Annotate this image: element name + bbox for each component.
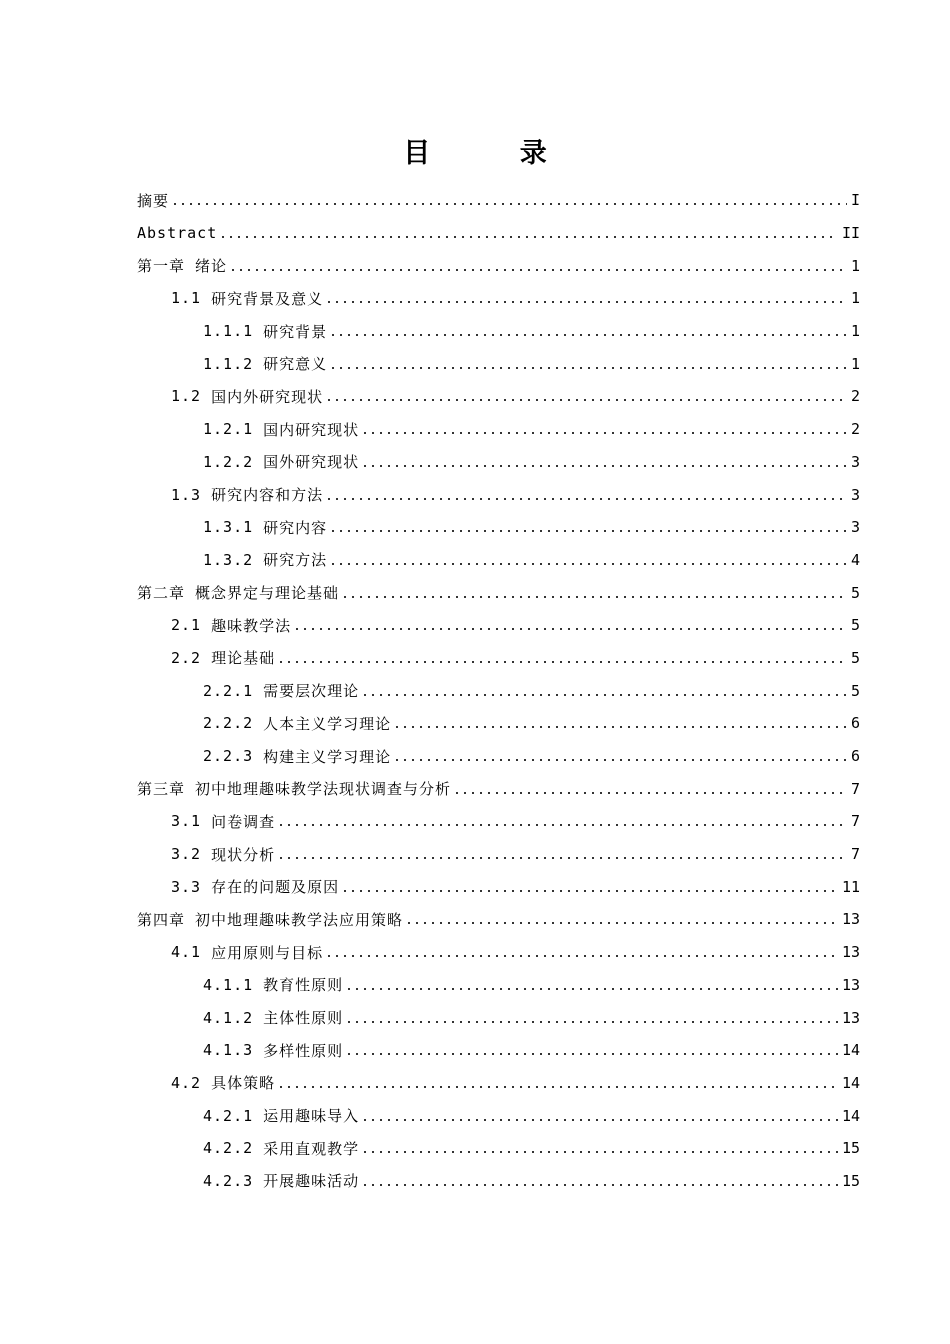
toc-entry[interactable] [137, 1001, 860, 1034]
toc-page-number: 14 [841, 1106, 860, 1125]
toc-entry-title: 需要层次理论 [263, 682, 360, 701]
toc-page-number: 7 [850, 779, 860, 798]
toc-entry-number: 1.3 [171, 485, 202, 504]
toc-dot-leader [453, 792, 847, 794]
toc-dot-leader [325, 399, 847, 401]
toc-entry[interactable] [137, 380, 860, 413]
toc-entry-number: 1.3.2 [203, 550, 254, 569]
toc-entry-number: 第一章 [137, 257, 186, 276]
toc-dot-leader [361, 432, 847, 434]
toc-dot-leader [361, 1151, 838, 1153]
toc-page-number: 4 [850, 550, 860, 569]
toc-entry[interactable] [137, 217, 860, 250]
toc-entry-title: 国内研究现状 [263, 420, 360, 439]
toc-entry-number: 4.2.3 [203, 1171, 254, 1190]
toc-entry-title: 绪论 [195, 257, 228, 276]
toc-entry[interactable] [137, 544, 860, 577]
toc-entry[interactable] [137, 576, 860, 609]
toc-dot-leader [325, 498, 847, 500]
toc-page-number: 2 [850, 420, 860, 439]
toc-page-number: 13 [841, 975, 860, 994]
toc-entry[interactable] [137, 315, 860, 348]
toc-dot-leader [329, 530, 847, 532]
toc-dot-leader [277, 857, 847, 859]
toc-dot-leader [325, 955, 838, 957]
toc-entry[interactable] [137, 511, 860, 544]
toc-entry-title: 现状分析 [211, 845, 276, 864]
toc-entry[interactable] [137, 772, 860, 805]
toc-page-number: 13 [841, 910, 860, 929]
toc-entry-number: 3.2 [171, 845, 202, 864]
toc-entry-number: 第三章 [137, 780, 186, 799]
toc-entry-number: 4.1.1 [203, 975, 254, 994]
toc-entry[interactable] [137, 1132, 860, 1165]
toc-page-number: 15 [841, 1139, 860, 1158]
toc-page-number: 6 [850, 714, 860, 733]
toc-entry-title: 国外研究现状 [263, 453, 360, 472]
toc-entry-number: 1.1.2 [203, 354, 254, 373]
toc-page-number: 14 [841, 1041, 860, 1060]
toc-dot-leader [341, 890, 838, 892]
toc-entry[interactable] [137, 903, 860, 936]
toc-dot-leader [361, 694, 847, 696]
toc-dot-leader [361, 1119, 838, 1121]
toc-entry-title: 国内外研究现状 [211, 387, 324, 406]
toc-entry-number: 第四章 [137, 910, 186, 929]
toc-page-number: 2 [850, 387, 860, 406]
toc-page-number: 3 [850, 518, 860, 537]
toc-entry-title: 摘要 [137, 191, 170, 210]
toc-entry-title: 主体性原则 [263, 1009, 344, 1028]
toc-entry-number: 1.2.2 [203, 452, 254, 471]
toc-dot-leader [277, 661, 847, 663]
toc-dot-leader [361, 1184, 838, 1186]
toc-entry[interactable] [137, 1034, 860, 1067]
toc-dot-leader [361, 465, 847, 467]
toc-entry-number: 2.1 [171, 616, 202, 635]
toc-entry[interactable] [137, 1067, 860, 1100]
toc-entry-title: 趣味教学法 [211, 616, 292, 635]
toc-entry-number: 2.2 [171, 648, 202, 667]
toc-entry-title: 问卷调查 [211, 812, 276, 831]
toc-entry-title: 研究意义 [263, 355, 328, 374]
toc-entry-title: 具体策略 [211, 1074, 276, 1093]
toc-page-number: 5 [850, 681, 860, 700]
toc-entry-title: 构建主义学习理论 [263, 747, 392, 766]
toc-dot-leader [329, 334, 847, 336]
toc-entry-number: 4.1 [171, 943, 202, 962]
toc-page-number: 11 [841, 877, 860, 896]
toc-dot-leader [277, 1086, 838, 1088]
toc-entry[interactable] [137, 642, 860, 675]
toc-entry-number: 1.2.1 [203, 420, 254, 439]
toc-page-number: 15 [841, 1171, 860, 1190]
toc-entry-title: Abstract [137, 224, 218, 243]
toc-dot-leader [405, 922, 838, 924]
toc-page-number: 1 [850, 289, 860, 308]
toc-entry-title: 初中地理趣味教学法现状调查与分析 [195, 780, 452, 799]
toc-entry-title: 概念界定与理论基础 [195, 584, 340, 603]
toc-dot-leader [277, 824, 847, 826]
toc-entry[interactable] [137, 184, 860, 217]
toc-page-number: 5 [850, 616, 860, 635]
toc-entry-number: 1.3.1 [203, 518, 254, 537]
toc-entry[interactable] [137, 870, 860, 903]
toc-entry[interactable] [137, 838, 860, 871]
toc-entry[interactable] [137, 413, 860, 446]
toc-dot-leader [345, 1053, 838, 1055]
toc-entry-number: 4.1.3 [203, 1041, 254, 1060]
toc-entry-number: 1.2 [171, 387, 202, 406]
toc-entry-number: 4.2.1 [203, 1106, 254, 1125]
toc-entry[interactable] [137, 478, 860, 511]
toc-entry[interactable] [137, 249, 860, 282]
toc-entry-number: 第二章 [137, 584, 186, 603]
toc-entry[interactable] [137, 282, 860, 315]
toc-entry-number: 3.1 [171, 812, 202, 831]
toc-entry-title: 研究内容 [263, 518, 328, 537]
toc-dot-leader [341, 596, 847, 598]
toc-entry-title: 人本主义学习理论 [263, 714, 392, 733]
toc-dot-leader [329, 367, 847, 369]
toc-entry-number: 1.1 [171, 289, 202, 308]
toc-page-number: 3 [850, 452, 860, 471]
toc-entry-title: 研究内容和方法 [211, 486, 324, 505]
toc-dot-leader [345, 988, 838, 990]
toc-page-number: 13 [841, 1008, 860, 1027]
toc-page-number: 5 [850, 583, 860, 602]
toc-entry-title: 教育性原则 [263, 976, 344, 995]
toc-entry[interactable] [137, 347, 860, 380]
toc-page-number: I [850, 191, 860, 210]
toc-page-number: 1 [850, 354, 860, 373]
toc-entry[interactable] [137, 707, 860, 740]
toc-dot-leader [345, 1021, 838, 1023]
toc-page-number: 7 [850, 812, 860, 831]
toc-entry-title: 开展趣味活动 [263, 1172, 360, 1191]
toc-entry-number: 2.2.1 [203, 681, 254, 700]
toc-entry-number: 1.1.1 [203, 322, 254, 341]
toc-entry-number: 2.2.2 [203, 714, 254, 733]
toc-entry[interactable] [137, 1165, 860, 1198]
table-of-contents [137, 184, 860, 1197]
toc-entry[interactable] [137, 969, 860, 1002]
toc-entry[interactable] [137, 609, 860, 642]
toc-page-number: 7 [850, 845, 860, 864]
toc-page-number: 1 [850, 322, 860, 341]
toc-page-number: II [841, 224, 860, 243]
toc-page-number: 6 [850, 747, 860, 766]
toc-entry-number: 2.2.3 [203, 747, 254, 766]
toc-entry-title: 理论基础 [211, 649, 276, 668]
toc-entry-title: 采用直观教学 [263, 1139, 360, 1158]
toc-entry-title: 存在的问题及原因 [211, 878, 340, 897]
toc-entry[interactable] [137, 805, 860, 838]
toc-page-number: 14 [841, 1073, 860, 1092]
toc-entry[interactable] [137, 674, 860, 707]
toc-entry-number: 4.1.2 [203, 1008, 254, 1027]
toc-entry[interactable] [137, 1099, 860, 1132]
toc-entry[interactable] [137, 936, 860, 969]
toc-entry-title: 研究背景 [263, 322, 328, 341]
toc-dot-leader [229, 269, 847, 271]
toc-entry-number: 4.2.2 [203, 1139, 254, 1158]
toc-dot-leader [219, 236, 838, 238]
toc-entry-title: 运用趣味导入 [263, 1107, 360, 1126]
toc-entry[interactable] [137, 740, 860, 773]
toc-dot-leader [325, 301, 847, 303]
toc-entry-title: 研究背景及意义 [211, 289, 324, 308]
toc-entry-number: 3.3 [171, 877, 202, 896]
page-title: 目 录 [403, 138, 587, 169]
toc-page-number: 1 [850, 256, 860, 275]
toc-entry-title: 初中地理趣味教学法应用策略 [195, 910, 404, 929]
toc-entry-title: 应用原则与目标 [211, 943, 324, 962]
toc-entry-number: 4.2 [171, 1073, 202, 1092]
toc-dot-leader [293, 628, 847, 630]
toc-page-number: 3 [850, 485, 860, 504]
toc-dot-leader [171, 203, 847, 205]
toc-page-number: 13 [841, 943, 860, 962]
toc-dot-leader [393, 759, 847, 761]
toc-dot-leader [329, 563, 847, 565]
toc-entry-title: 多样性原则 [263, 1041, 344, 1060]
toc-entry-title: 研究方法 [263, 551, 328, 570]
toc-page-number: 5 [850, 648, 860, 667]
toc-entry[interactable] [137, 446, 860, 479]
toc-dot-leader [393, 726, 847, 728]
